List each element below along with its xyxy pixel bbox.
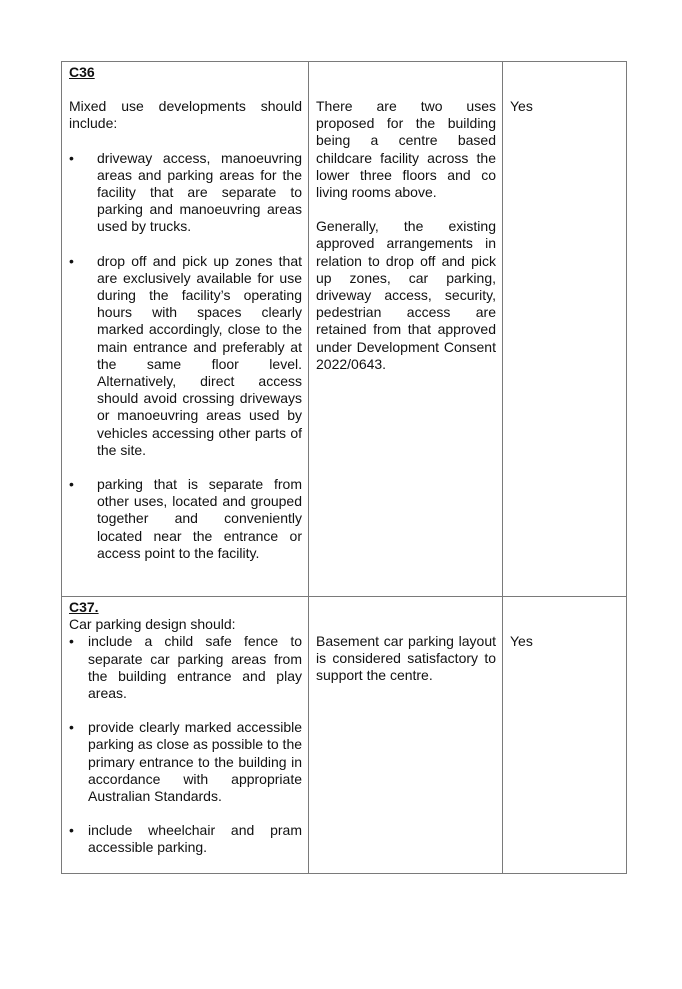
bullet-icon: •: [69, 633, 74, 650]
assessment-cell: [309, 597, 503, 874]
list-item: • provide clearly marked accessible parking as close as possible to the primary entrance to the building in accordance with appropriate Australian Standards.: [69, 719, 303, 805]
bullet-icon: •: [69, 822, 74, 839]
list-item: • include wheelchair and pram accessible parking.: [69, 822, 302, 856]
compliance-value: Yes: [510, 98, 533, 114]
control-reference: C37.: [69, 599, 99, 615]
control-cell: [62, 62, 309, 597]
assessment-cell: [309, 62, 503, 597]
compliance-cell: [503, 62, 627, 597]
control-cell: [62, 597, 309, 874]
table-row: [62, 62, 627, 597]
list-item: • driveway access, manoeuvring areas and parking areas for the facility that are separate to parking and manoeuvring areas used by trucks.: [69, 149, 302, 235]
assessment-paragraph: There are two uses proposed for the building being a centre based childcare facility across the lower three floors and co living rooms above.: [316, 98, 496, 201]
bullet-icon: •: [69, 719, 74, 736]
list-item: • include a child safe fence to separate car parking areas from the building entrance and play areas.: [69, 633, 302, 702]
compliance-value: Yes: [510, 633, 533, 649]
compliance-cell: [503, 597, 627, 874]
list-item: • parking that is separate from other uses, located and grouped together and conveniently located near the entrance or access point to the facility.: [69, 476, 302, 561]
assessment-paragraph: Basement car parking layout is considered satisfactory to support the centre.: [316, 633, 496, 684]
assessment-paragraph: Generally, the existing approved arrangements in relation to drop off and pick up zones, car parking, driveway access, security, pedestrian access are retained from that approved under Development Consent 2022/0643.: [316, 218, 496, 372]
list-item: • drop off and pick up zones that are exclusively available for use during the facility’s operating hours with spaces clearly marked accordingly, close to the main entrance and preferably at the same floor level. Alternatively, direct access should avoid crossing driveways or manoeuvring areas used by vehicles accessing other parts of the site.: [69, 252, 302, 458]
control-reference: C36: [69, 64, 95, 80]
bullet-icon: •: [69, 252, 74, 269]
control-bullet-list: [69, 150, 302, 562]
table-row: [62, 597, 627, 874]
controls-table: [61, 61, 627, 874]
control-intro: Car parking design should:: [69, 616, 236, 633]
control-intro: Mixed use developments should include:: [69, 98, 302, 132]
bullet-icon: •: [69, 149, 74, 166]
control-bullet-list: [69, 633, 302, 856]
bullet-icon: •: [69, 476, 74, 493]
